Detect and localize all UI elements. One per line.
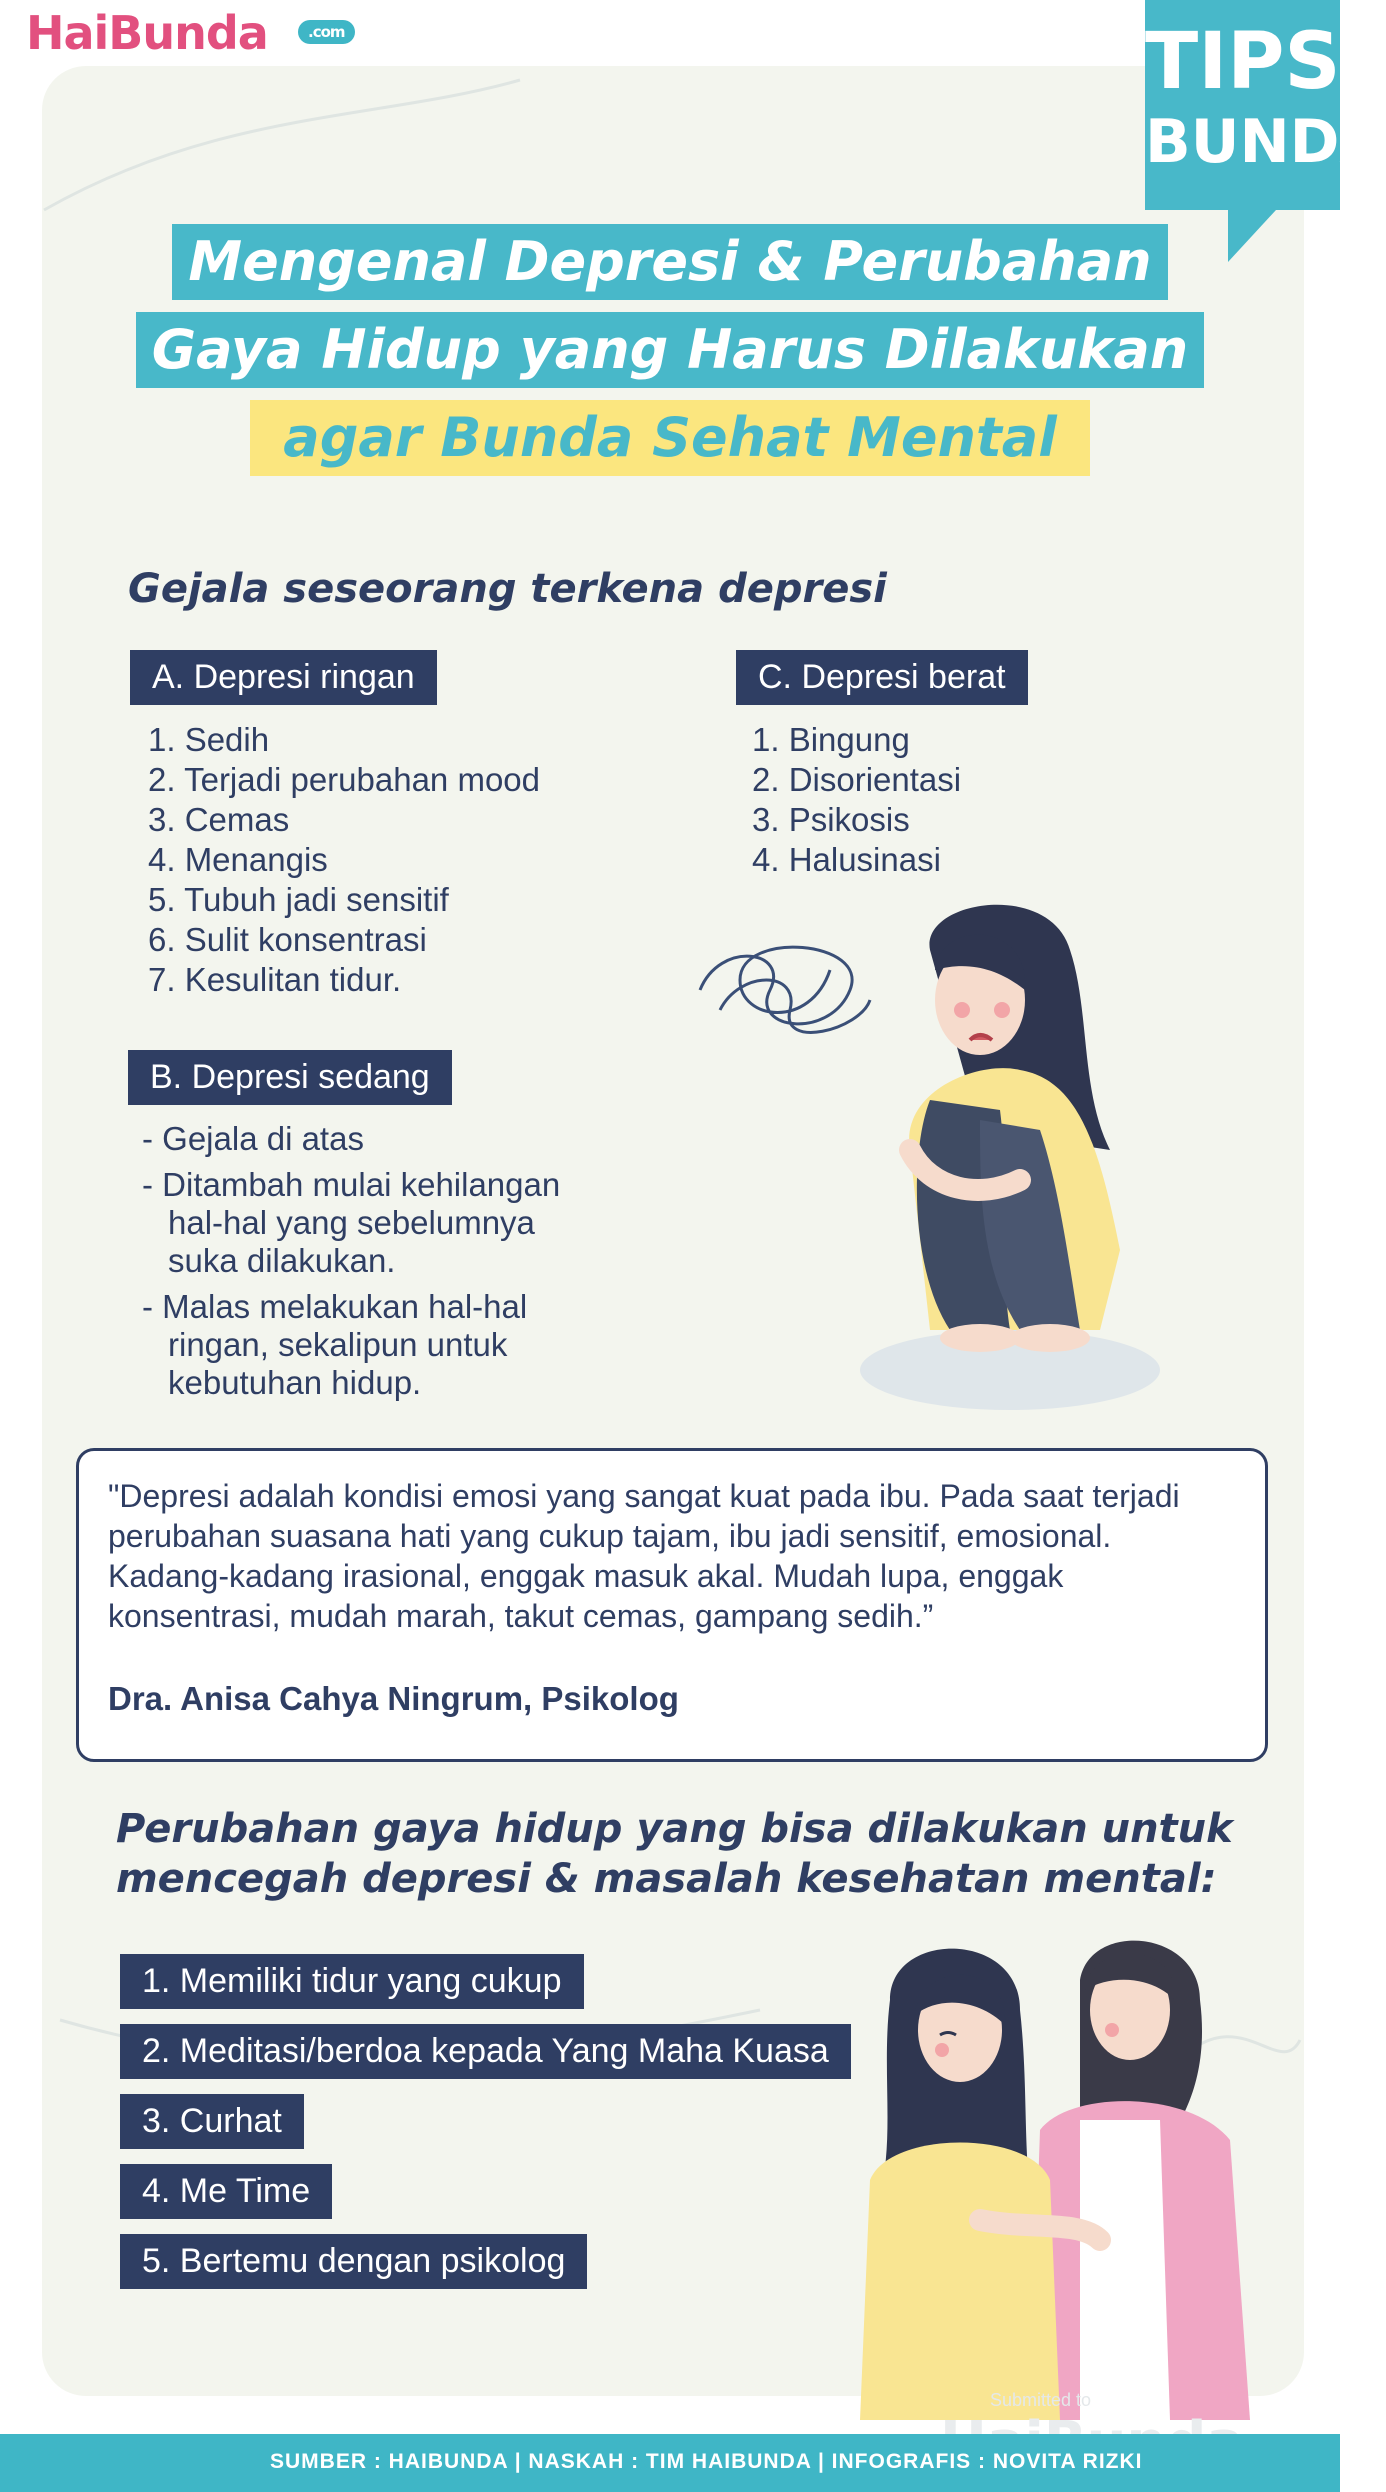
badge-line-1: TIPS xyxy=(1145,17,1341,107)
logo-suffix: .com xyxy=(298,20,355,44)
lifestyle-item: 1. Memiliki tidur yang cukup xyxy=(120,1954,584,2009)
symptoms-heading: Gejala seseorang terkena depresi xyxy=(128,566,887,612)
lifestyle-item: 2. Meditasi/berdoa kepada Yang Maha Kuasa xyxy=(120,2024,851,2079)
lifestyle-heading-line-2: mencegah depresi & masalah kesehatan mental: xyxy=(116,1856,1217,1902)
list-item: - Malas melakukan hal-hal xyxy=(142,1288,528,1325)
list-item: 2. Disorientasi xyxy=(752,761,962,798)
list-item: 4. Menangis xyxy=(148,841,328,878)
mild-symptom-list xyxy=(148,720,540,1000)
quote-author: Dra. Anisa Cahya Ningrum, Psikolog xyxy=(108,1680,679,1717)
title-line-2: Gaya Hidup yang Harus Dilakukan xyxy=(136,312,1204,388)
badge-tail xyxy=(1228,210,1276,262)
list-item: suka dilakukan. xyxy=(168,1242,396,1279)
list-item: 7. Kesulitan tidur. xyxy=(148,961,402,998)
badge-line-2: BUNDA xyxy=(1145,107,1386,177)
lifestyle-heading xyxy=(116,1804,1233,1904)
lifestyle-item: 5. Bertemu dengan psikolog xyxy=(120,2234,587,2289)
tangled-thought-icon xyxy=(700,947,870,1032)
list-item: 3. Psikosis xyxy=(752,801,910,838)
haibunda-logo[interactable] xyxy=(26,6,345,60)
list-item: 1. Bingung xyxy=(752,721,910,758)
moderate-symptom-list xyxy=(142,1120,560,1402)
severe-symptom-list xyxy=(752,720,961,880)
list-item: 2. Terjadi perubahan mood xyxy=(148,761,541,798)
list-item: 4. Halusinasi xyxy=(752,841,941,878)
footer-credits: SUMBER : HAIBUNDA | NASKAH : TIM HAIBUNDA | INFOGRAFIS : NOVITA RIZKI xyxy=(270,2450,1143,2473)
tips-bunda-badge xyxy=(1145,0,1386,210)
lifestyle-heading-line-1: Perubahan gaya hidup yang bisa dilakukan untuk xyxy=(116,1806,1233,1852)
severe-depression-label: C. Depresi berat xyxy=(736,650,1028,705)
list-item: 1. Sedih xyxy=(148,721,270,758)
title-line-1: Mengenal Depresi & Perubahan xyxy=(172,224,1168,300)
logo-text: HaiBunda xyxy=(26,6,268,60)
supporting-women-illustration xyxy=(830,1920,1270,2420)
watermark-caption: Submitted to xyxy=(990,2390,1092,2410)
moderate-depression-label: B. Depresi sedang xyxy=(128,1050,452,1105)
list-item: kebutuhan hidup. xyxy=(168,1364,422,1401)
list-item: 5. Tubuh jadi sensitif xyxy=(148,881,449,918)
list-item: ringan, sekalipun untuk xyxy=(168,1326,508,1363)
psychologist-quote: "Depresi adalah kondisi emosi yang sangat kuat pada ibu. Pada saat terjadi perubahan suasana hati yang cukup tajam, ibu jadi sensitif, emosional. Kadang-kadang irasional, enggak masuk akal. Mudah lupa, enggak konsentrasi, mudah marah, takut cemas, gampang sedih.” xyxy=(108,1478,1180,1634)
list-item: 6. Sulit konsentrasi xyxy=(148,921,427,958)
list-item: 3. Cemas xyxy=(148,801,290,838)
list-item: - Ditambah mulai kehilangan xyxy=(142,1166,561,1203)
title-line-3: agar Bunda Sehat Mental xyxy=(250,400,1090,476)
mild-depression-label: A. Depresi ringan xyxy=(130,650,437,705)
list-item: - Gejala di atas xyxy=(142,1120,364,1157)
lifestyle-item: 4. Me Time xyxy=(120,2164,332,2219)
lifestyle-item: 3. Curhat xyxy=(120,2094,304,2149)
sad-woman-illustration xyxy=(680,890,1200,1430)
list-item: hal-hal yang sebelumnya xyxy=(168,1204,535,1241)
